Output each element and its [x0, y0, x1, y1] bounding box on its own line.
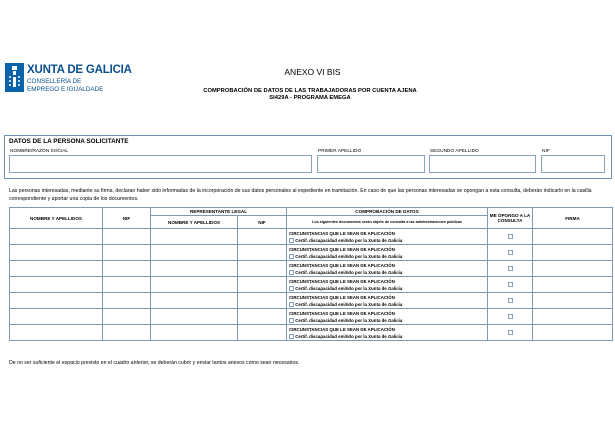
- table-row: [10, 293, 613, 309]
- row-condition-label: CIRCUNSTANCIAS QUE LE SEAN DE APLICACIÓN: [289, 310, 395, 316]
- row-signature-cell[interactable]: [533, 229, 613, 245]
- row-rep-name-cell[interactable]: [151, 277, 238, 293]
- row-oppose-cell: [488, 245, 533, 261]
- col-header-legal-rep: REPRESENTANTE LEGAL: [151, 208, 287, 216]
- row-document-label: Certif. discapacidad emitido por la Xunta de Galicia: [295, 333, 403, 339]
- row-name-cell[interactable]: [10, 293, 103, 309]
- col-header-check-data-sub: Los siguientes documentos serán objeto de consulta a las administraciones públicas: [287, 216, 488, 229]
- table-row: [10, 229, 613, 245]
- row-condition-label: CIRCUNSTANCIAS QUE LE SEAN DE APLICACIÓN: [289, 326, 395, 332]
- col-header-name: NOMBRE Y APELLIDOS: [10, 208, 103, 229]
- row-rep-name-cell[interactable]: [151, 309, 238, 325]
- row-rep-nif-cell[interactable]: [238, 277, 287, 293]
- row-condition-label: CIRCUNSTANCIAS QUE LE SEAN DE APLICACIÓN: [289, 246, 395, 252]
- row-condition-cell: [287, 325, 488, 341]
- row-nif-cell[interactable]: [103, 293, 151, 309]
- annex-title: ANEXO VI BIS: [284, 67, 341, 77]
- row-document-label: Certif. discapacidad emitido por la Xunta de Galicia: [295, 253, 403, 259]
- row-rep-nif-cell[interactable]: [238, 309, 287, 325]
- oppose-checkbox[interactable]: [508, 234, 513, 239]
- row-nif-cell[interactable]: [103, 245, 151, 261]
- row-condition-label: CIRCUNSTANCIAS QUE LE SEAN DE APLICACIÓN: [289, 230, 395, 236]
- col-header-rep-name: NOMBRE Y APELLIDOS: [151, 216, 238, 229]
- row-rep-name-cell[interactable]: [151, 245, 238, 261]
- document-checkbox[interactable]: [289, 270, 294, 275]
- table-row: [10, 277, 613, 293]
- col-header-oppose: ME OPONGO A LA CONSULTA: [488, 208, 533, 229]
- row-signature-cell[interactable]: [533, 325, 613, 341]
- row-name-cell[interactable]: [10, 245, 103, 261]
- document-checkbox[interactable]: [289, 302, 294, 307]
- row-oppose-cell: [488, 261, 533, 277]
- row-signature-cell[interactable]: [533, 293, 613, 309]
- col-header-nif: NIF: [103, 208, 151, 229]
- row-oppose-cell: [488, 277, 533, 293]
- row-rep-nif-cell[interactable]: [238, 245, 287, 261]
- oppose-checkbox[interactable]: [508, 282, 513, 287]
- col-header-check-data: COMPROBACIÓN DE DATOS: [287, 208, 488, 216]
- row-condition-cell: [287, 229, 488, 245]
- row-signature-cell[interactable]: [533, 261, 613, 277]
- row-name-cell[interactable]: [10, 229, 103, 245]
- brand-subtitle: [27, 78, 103, 94]
- table-row: [10, 245, 613, 261]
- nif-field-label: NIF: [542, 149, 550, 154]
- oppose-checkbox[interactable]: [508, 298, 513, 303]
- row-oppose-cell: [488, 293, 533, 309]
- document-title: [150, 88, 470, 102]
- oppose-checkbox[interactable]: [508, 330, 513, 335]
- row-name-cell[interactable]: [10, 325, 103, 341]
- surname2-field-label: SEGUNDO APELLIDO: [430, 149, 479, 154]
- row-condition-cell: [287, 261, 488, 277]
- col-header-signature: FIRMA: [533, 208, 613, 229]
- row-oppose-cell: [488, 229, 533, 245]
- row-signature-cell[interactable]: [533, 277, 613, 293]
- row-rep-name-cell[interactable]: [151, 325, 238, 341]
- row-document-label: Certif. discapacidad emitido por la Xunta de Galicia: [295, 317, 403, 323]
- document-checkbox[interactable]: [289, 286, 294, 291]
- surname1-field[interactable]: [317, 155, 425, 173]
- row-name-cell[interactable]: [10, 261, 103, 277]
- data-check-table: [9, 207, 613, 341]
- col-header-rep-nif: NIF: [238, 216, 287, 229]
- galicia-coat-of-arms-icon: [5, 63, 24, 92]
- row-signature-cell[interactable]: [533, 245, 613, 261]
- row-nif-cell[interactable]: [103, 229, 151, 245]
- row-condition-label: CIRCUNSTANCIAS QUE LE SEAN DE APLICACIÓN: [289, 278, 395, 284]
- row-condition-cell: [287, 277, 488, 293]
- row-signature-cell[interactable]: [533, 309, 613, 325]
- row-rep-name-cell[interactable]: [151, 229, 238, 245]
- brand-line-2: EMPREGO E IGUALDADE: [27, 86, 104, 93]
- row-rep-name-cell[interactable]: [151, 293, 238, 309]
- oppose-checkbox[interactable]: [508, 266, 513, 271]
- row-rep-nif-cell[interactable]: [238, 293, 287, 309]
- row-condition-cell: [287, 245, 488, 261]
- row-rep-nif-cell[interactable]: [238, 261, 287, 277]
- row-nif-cell[interactable]: [103, 277, 151, 293]
- document-checkbox[interactable]: [289, 334, 294, 339]
- row-nif-cell[interactable]: [103, 261, 151, 277]
- row-oppose-cell: [488, 325, 533, 341]
- document-checkbox[interactable]: [289, 318, 294, 323]
- row-rep-nif-cell[interactable]: [238, 229, 287, 245]
- footer-note: De no ser suficiente el espacio previsto en el cuadro anterior, se deberán cubrir y enviar tantos anexos como sean necesarios.: [9, 360, 300, 366]
- brand-name: XUNTA DE GALICIA: [27, 64, 132, 76]
- row-document-label: Certif. discapacidad emitido por la Xunta de Galicia: [295, 237, 403, 243]
- document-checkbox[interactable]: [289, 254, 294, 259]
- row-rep-nif-cell[interactable]: [238, 325, 287, 341]
- oppose-checkbox[interactable]: [508, 314, 513, 319]
- document-title-line-2: SI429A - PROGRAMA EMEGA: [269, 95, 351, 101]
- table-row: [10, 309, 613, 325]
- consent-paragraph: Las personas interesadas, mediante su firma, declaran haber sido informadas de la incorporación de sus datos personales al expediente en tramitación. En caso de que las personas interesadas se opongan a esta consulta, deberán indicarlo en la casilla correspondiente y aportar una copia de los documentos.: [9, 188, 592, 202]
- row-name-cell[interactable]: [10, 309, 103, 325]
- row-condition-label: CIRCUNSTANCIAS QUE LE SEAN DE APLICACIÓN: [289, 262, 395, 268]
- row-condition-label: CIRCUNSTANCIAS QUE LE SEAN DE APLICACIÓN: [289, 294, 395, 300]
- document-checkbox[interactable]: [289, 238, 294, 243]
- name-field-label: NOMBRE/RAZÓN SOCIAL: [10, 149, 69, 154]
- oppose-checkbox[interactable]: [508, 250, 513, 255]
- row-name-cell[interactable]: [10, 277, 103, 293]
- row-document-label: Certif. discapacidad emitido por la Xunta de Galicia: [295, 285, 403, 291]
- brand-line-1: CONSELLERÍA DE: [27, 78, 82, 85]
- row-nif-cell[interactable]: [103, 325, 151, 341]
- row-condition-cell: [287, 293, 488, 309]
- table-row: [10, 325, 613, 341]
- row-nif-cell[interactable]: [103, 309, 151, 325]
- row-document-label: Certif. discapacidad emitido por la Xunta de Galicia: [295, 269, 403, 275]
- name-field[interactable]: [9, 155, 312, 173]
- surname2-field[interactable]: [429, 155, 536, 173]
- row-oppose-cell: [488, 309, 533, 325]
- table-row: [10, 261, 613, 277]
- document-title-line-1: COMPROBACIÓN DE DATOS DE LAS TRABAJADORAS POR CUENTA AJENA: [203, 88, 417, 94]
- row-rep-name-cell[interactable]: [151, 261, 238, 277]
- row-condition-cell: [287, 309, 488, 325]
- nif-field[interactable]: [541, 155, 605, 173]
- surname1-field-label: PRIMER APELLIDO: [318, 149, 362, 154]
- applicant-section-title: DATOS DE LA PERSONA SOLICITANTE: [9, 138, 129, 145]
- row-document-label: Certif. discapacidad emitido por la Xunta de Galicia: [295, 301, 403, 307]
